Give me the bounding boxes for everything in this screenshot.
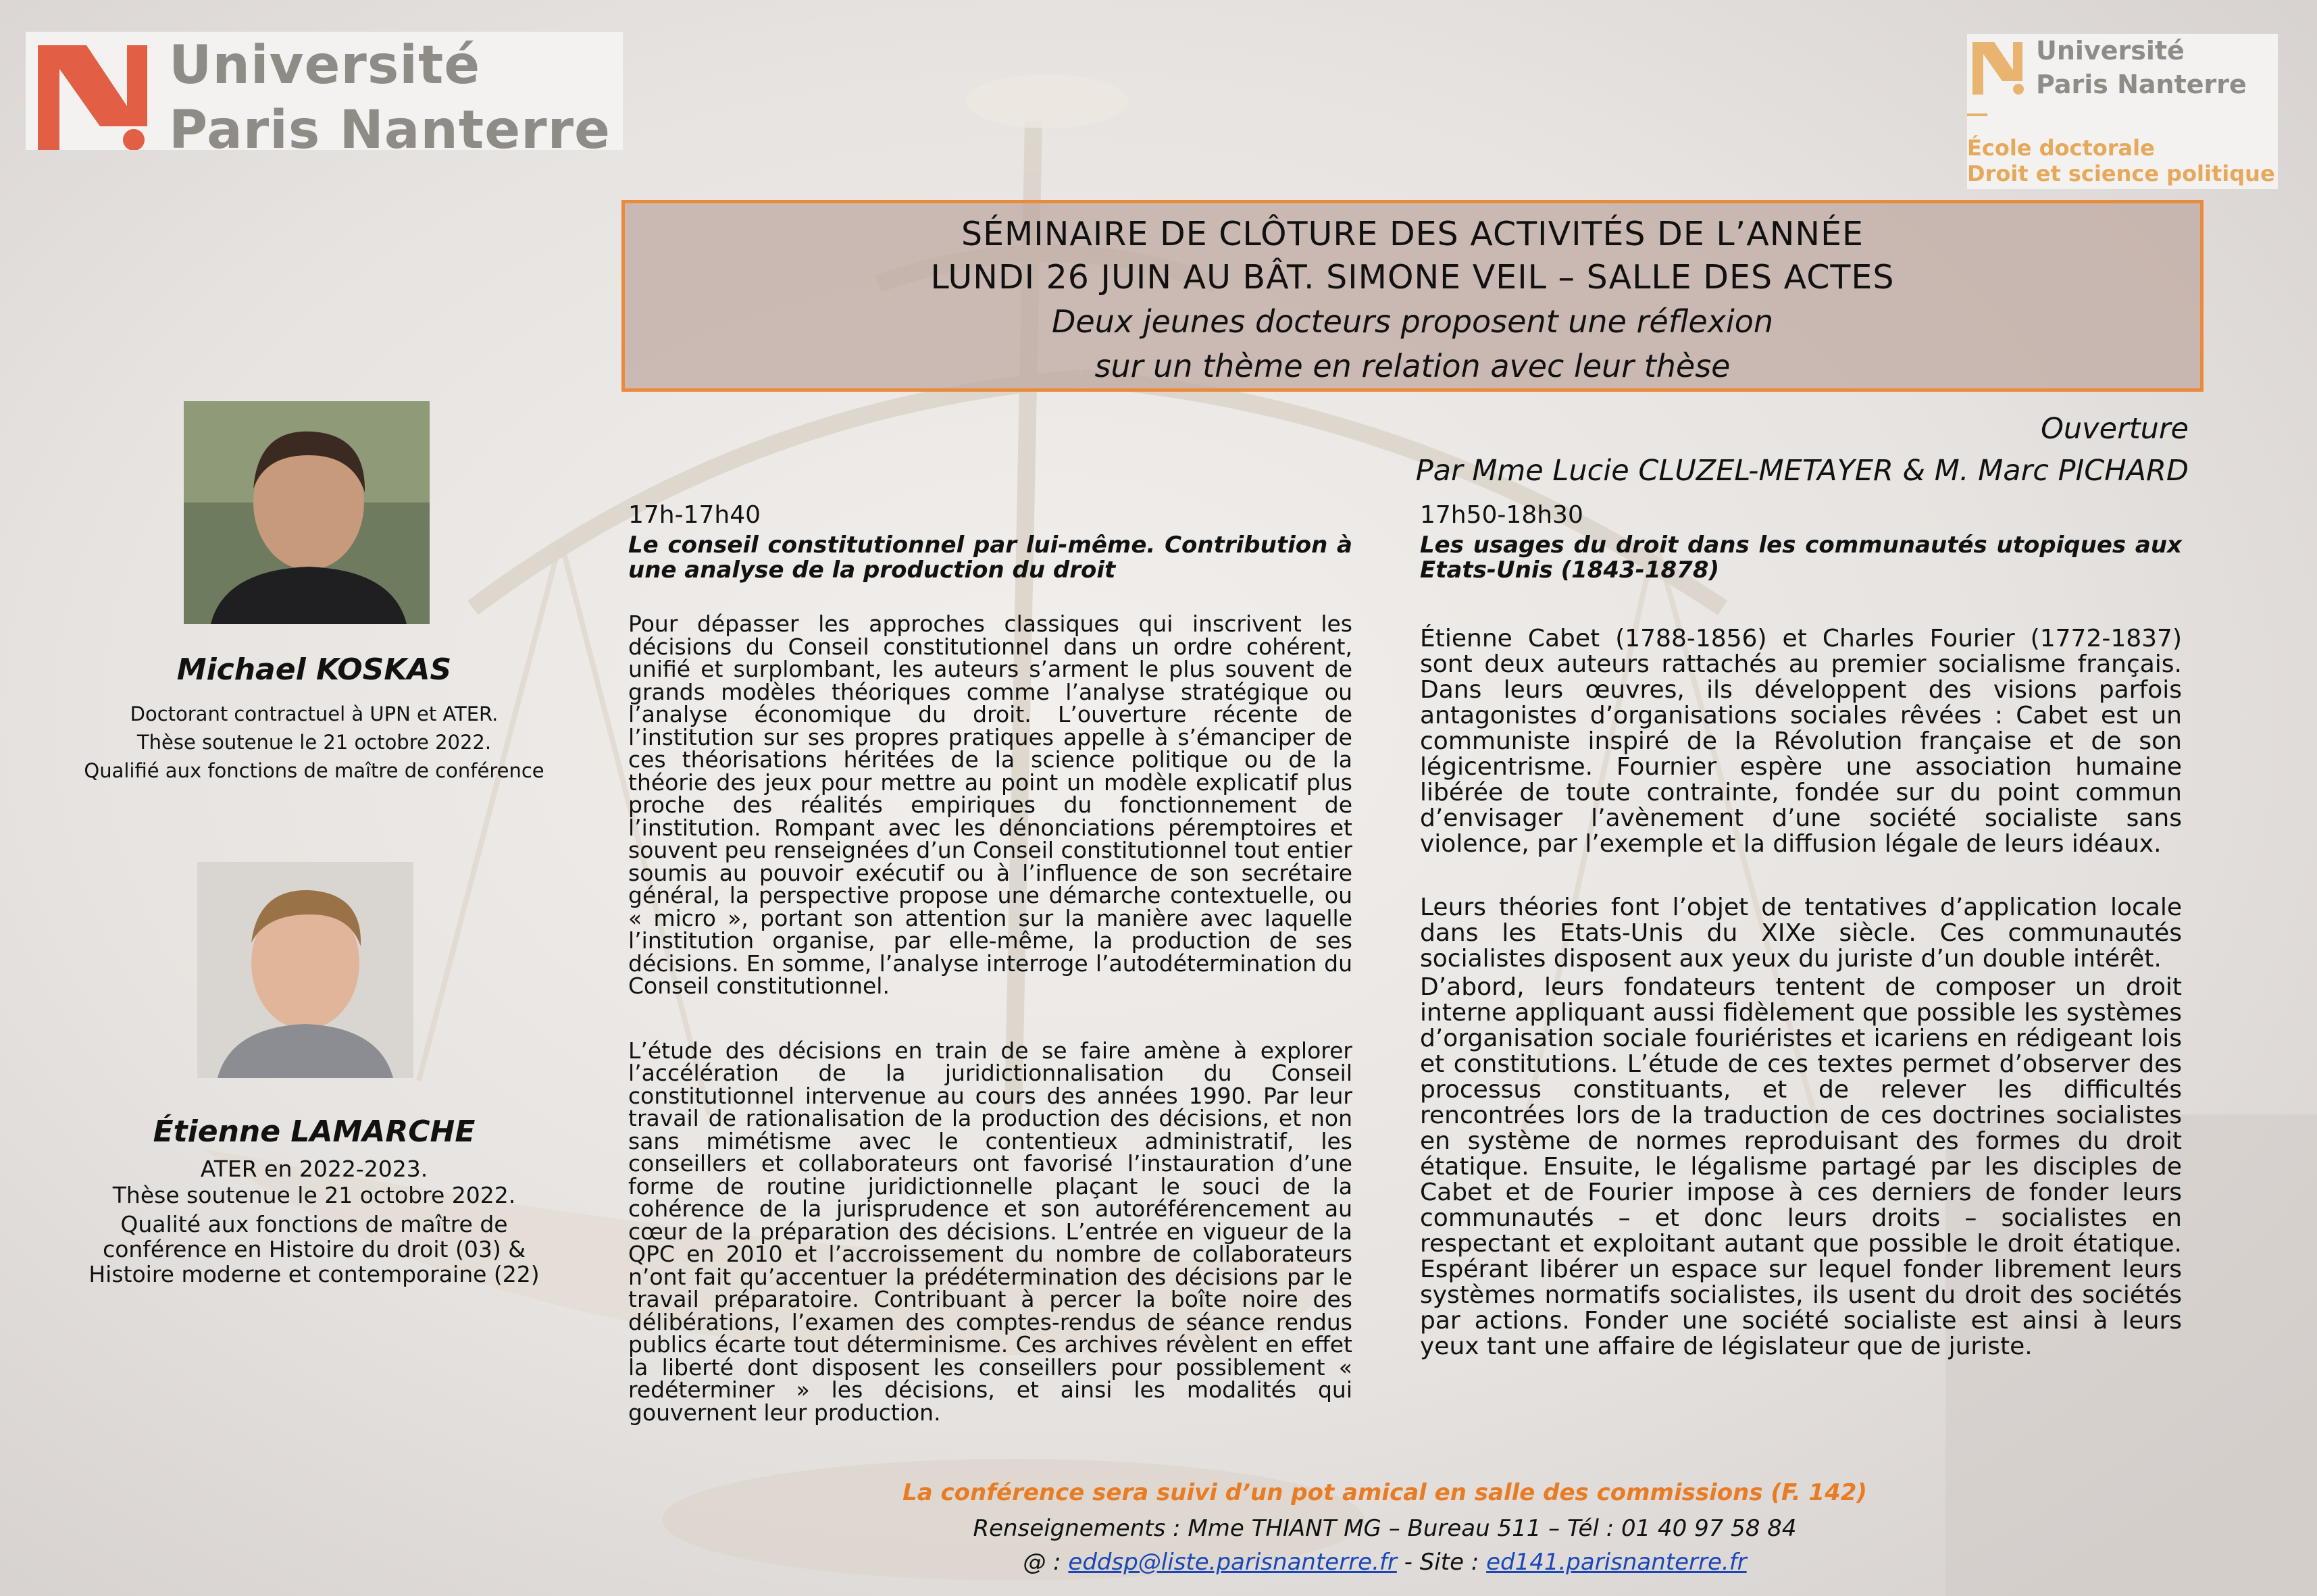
speaker-2-portrait-icon [197,862,413,1078]
title-line-2: LUNDI 26 JUIN AU BÂT. SIMONE VEIL – SALLE DES ACTES [930,258,1895,297]
talk-2-paragraph: D’abord, leurs fondateurs tentent de composer un droit interne appliquant aussi fidèlement que possible les systèmes d’organisation sociale fouriéristes et icariens en rédigeant lois et constitutions. L’étude de ces textes permet d’observer des processus constituants, et de relever les difficultés rencontrées lors de la traduction de ces doctrines socialistes en système de normes reproduisant des formes du droit étatique. Ensuite, le légalisme partagé par les disciples de Cabet et de Fourier impose à ces derniers de fonder leurs communautés – et donc leurs droits – socialistes en respectant et exploitant autant que possible le droit étatique. Espérant libérer un espace sur lequel fonder librement leurs systèmes normatifs socialistes, ils usent du droit des sociétés par actions. Fonder une société socialiste est ainsi à leurs yeux tant une affaire de législateur que de juriste. [1420,973,2182,1360]
doctoral-school-line-2: Droit et science politique [1967,161,2275,186]
nanterre-logo-mark-small-icon [1967,36,2028,97]
speaker-2-photo [197,862,413,1078]
right-logo-line-1: Université [2036,36,2185,66]
speaker-1-description [41,700,588,785]
speaker-1-name: Michael KOSKAS [176,652,452,687]
footer-contact: Renseignements : Mme THIANT MG – Bureau 511 – Tél : 01 40 97 58 84 [973,1515,1797,1542]
logo-line-1: Université [169,35,481,96]
opening-block [1416,408,2189,492]
doctoral-school-logo [1967,34,2278,189]
talk-2-title: Les usages du droit dans les communautés utopiques aux Etats-Unis (1843-1878) [1420,532,2182,584]
speaker-1-line: Qualifié aux fonctions de maître de conférence [84,759,544,782]
speaker-2-description [41,1156,588,1287]
speaker-1-line: Doctorant contractuel à UPN et ATER. [130,702,499,725]
talk-1-title: Le conseil constitutionnel par lui-même. Contribution à une analyse de la production du droit [628,532,1352,584]
talk-2-paragraph: Étienne Cabet (1788-1856) et Charles Fourier (1772-1837) sont deux auteurs rattachés au premier socialisme français. Dans leurs œuvres, ils développent des visions parfois antagonistes d’organisations sociales rêvées : Cabet est un communiste inspiré de la Révolution française et de son légicentrisme. Fournier espère une association humaine libérée de toute contrainte, fondée sur du point commun d’envisager l’avènement d’une société socialiste sans violence, par l’exemple et la diffusion légale de leurs idéaux. [1420,625,2182,858]
footer-links [743,1549,2027,1576]
title-box [621,200,2204,392]
email-link[interactable]: eddsp@liste.parisnanterre.fr [1068,1549,1397,1576]
talk-1-paragraph: Pour dépasser les approches classiques qui inscrivent les décisions du Conseil constitutionnel dans un ordre cohérent, unifié et surplombant, les auteurs s’arment le plus souvent de grands modèles théoriques comme l’analyse stratégique ou l’analyse économique du droit. L’ouverture récente de l’institution sur ses propres pratiques appelle à s’émanciper de ces théorisations héritées de la science politique ou de la théorie des jeux pour mettre au point un modèle explicatif plus proche des réalités empiriques du fonctionnement de l’institution. Rompant avec les dénonciations péremptoires et souvent peu renseignées d’un Conseil constitutionnel tout entier soumis au pouvoir exécutif ou à l’influence de son secrétaire général, la perspective propose une démarche contextuelle, ou « micro », portant son attention sur la manière avec laquelle l’institution organise, par elle-même, la production de ses décisions. En somme, l’analyse interroge l’autodétermination du Conseil constitutionnel. [628,611,1352,999]
university-logo [26,32,623,161]
talk-2 [1420,501,2182,1360]
speaker-1-portrait-icon [184,401,430,624]
speaker-1-line: Thèse soutenue le 21 octobre 2022. [136,731,492,754]
logo-divider [1967,113,1987,116]
talk-1-paragraph: L’étude des décisions en train de se faire amène à explorer l’accélération de la juridictionnalisation du Conseil constitutionnel intervenue au cours des années 1990. Par leur travail de rationalisation de la production des décisions, et non sans mimétisme avec le contentieux administratif, les conseillers et collaborateurs ont favorisé l’instauration d’une forme de routine juridictionnelle plaçant le souci de la cohérence de la jurisprudence et son autoréférencement au cœur de la préparation des décisions. L’entrée en vigueur de la QPC en 2010 et l’accroissement du nombre de collaborateurs n’ont fait qu’accentuer la prédétermination des décisions par le travail préparatoire. Contribuant à percer la boîte noire des délibérations, l’examen des comptes-rendus de séance rendus publics écarte tout déterminisme. Ces archives révèlent en effet la liberté dont disposent les conseillers pour possiblement « redéterminer » les décisions, et ainsi les modalités qui gouvernent leur production. [628,1037,1352,1426]
opening-speakers: Par Mme Lucie CLUZEL-METAYER & M. Marc PICHARD [1415,454,2189,488]
title-line-1: SÉMINAIRE DE CLÔTURE DES ACTIVITÉS DE L’ANNÉE [961,215,1864,253]
speaker-1-photo [184,401,430,624]
nanterre-logo-mark-icon [26,32,154,150]
right-logo-line-2: Paris Nanterre [2036,70,2247,99]
site-prefix: - Site : [1396,1549,1487,1576]
footer-note: La conférence sera suivi d’un pot amical en salle des commissions (F. 142) [902,1479,1867,1506]
speaker-2-name: Étienne LAMARCHE [153,1114,476,1149]
speaker-2-line: Qualité aux fonctions de maître de [120,1211,508,1237]
talk-1-time: 17h-17h40 [628,501,761,529]
opening-label: Ouverture [2041,412,2189,446]
site-link[interactable]: ed141.parisnanterre.fr [1486,1549,1747,1576]
speaker-2-line: Thèse soutenue le 21 octobre 2022. [112,1182,516,1208]
talk-2-paragraph: Leurs théories font l’objet de tentatives d’application locale dans les Etats-Unis du XIXe siècle. Ces communautés socialistes disposent aux yeux du juriste d’un double intérêt. [1420,894,2182,973]
email-prefix: @ : [1023,1549,1069,1576]
subtitle-line-2: sur un thème en relation avec leur thèse [1094,348,1731,384]
subtitle-line-1: Deux jeunes docteurs proposent une réflexion [1051,303,1774,340]
logo-line-2: Paris Nanterre [169,100,611,161]
doctoral-school-line-1: École doctorale [1967,135,2155,161]
speaker-2-line: ATER en 2022-2023. [200,1156,428,1182]
talk-1 [628,501,1352,1424]
talk-2-time: 17h50-18h30 [1420,501,1583,529]
speaker-2-line: conférence en Histoire du droit (03) & [103,1236,526,1262]
speaker-2-line: Histoire moderne et contemporaine (22) [88,1261,540,1287]
